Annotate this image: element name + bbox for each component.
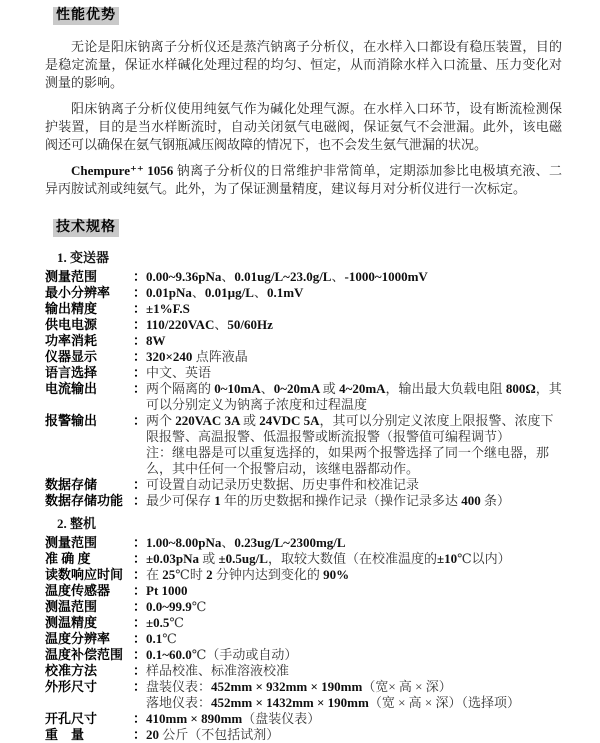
spec-row [45,269,562,285]
spec-value-wrap [146,711,562,727]
spec-row [45,631,562,647]
spec-colon: ： [133,583,147,598]
spec-colon: ： [133,285,147,300]
spec-row [45,599,562,615]
spec-label: 温度分辨率 [45,631,111,646]
spec-colon: ： [133,679,147,694]
spec-row [45,493,562,509]
spec-value: 320×240 点阵液晶 [146,349,248,364]
spec-value: 110/220VAC、50/60Hz [146,317,273,332]
spec-value-wrap [146,317,562,333]
spec-label: 测温范围 [45,599,98,614]
spec-label: 测温精度 [45,615,98,630]
spec-value: 1.00~8.00pNa、0.23ug/L~2300mg/L [146,535,346,550]
spec-label: 温度传感器 [45,583,111,598]
spec-value-wrap [146,679,562,711]
spec-value-wrap [146,663,562,679]
section-title-performance: 性能优势 [53,7,119,25]
spec-label: 校准方法 [45,663,98,678]
spec-label: 外形尺寸 [45,679,98,694]
spec-row [45,711,562,727]
spec-colon: ： [133,647,147,662]
spec-value: Pt 1000 [146,583,188,598]
spec-value-wrap [146,647,562,663]
spec-value-wrap [146,269,562,285]
spec-row [45,317,562,333]
spec-value: 20 公斤（不包括试剂） [146,727,280,742]
spec-row [45,381,562,413]
spec-row [45,413,562,477]
spec-row [45,365,562,381]
spec-label: 供电电源 [45,317,98,332]
spec-label: 输出精度 [45,301,98,316]
spec-colon: ： [133,567,147,582]
spec-label: 语言选择 [45,365,98,380]
spec-row [45,567,562,583]
spec-rows [45,269,562,509]
spec-row [45,301,562,317]
spec-colon: ： [133,349,147,364]
spec-value: 盘装仪表：452mm × 932mm × 190mm（宽× 高 × 深） [146,679,452,694]
spec-value-wrap [146,381,562,413]
spec-value-line2: 落地仪表：452mm × 1432mm × 190mm（宽 × 高 × 深）（选择项） [146,695,520,710]
spec-value: ±0.03pNa 或 ±0.5ug/L，取较大数值（在校准温度的±10℃以内） [146,551,511,566]
spec-value: ±0.5℃ [146,615,184,630]
spec-label: 最小分辨率 [45,285,111,300]
spec-row [45,349,562,365]
spec-colon: ： [133,631,147,646]
spec-value: 0.01pNa、0.01µg/L、0.1mV [146,285,304,300]
spec-value-wrap [146,567,562,583]
spec-group-heading: 1. 变送器 [57,250,110,265]
spec-colon: ： [133,493,147,508]
spec-label: 准 确 度 [45,551,91,566]
spec-value: 0.1℃ [146,631,177,646]
section-title-specs: 技术规格 [53,219,119,237]
spec-label: 仪器显示 [45,349,98,364]
spec-colon: ： [133,535,147,550]
spec-value: 410mm × 890mm（盘装仪表） [146,711,321,726]
spec-rows [45,535,562,743]
spec-value-wrap [146,615,562,631]
spec-label: 电流输出 [45,381,98,396]
spec-note: 注：继电器是可以重复选择的，如果两个报警选择了同一个继电器，那么，其中任何一个报警启动，该继电器都动作。 [146,445,550,476]
spec-label: 功率消耗 [45,333,98,348]
spec-colon: ： [133,663,147,678]
spec-colon: ： [133,615,147,630]
spec-row [45,663,562,679]
spec-value-wrap [146,599,562,615]
spec-value: 0.1~60.0℃（手动或自动） [146,647,298,662]
spec-value: 最少可保存 1 年的历史数据和操作记录（操作记录多达 400 条） [146,493,511,508]
spec-row [45,285,562,301]
spec-row [45,679,562,711]
spec-value-wrap [146,285,562,301]
spec-label: 重 量 [45,727,85,742]
spec-value: 中文、英语 [146,365,212,380]
paragraph-stabilizer: 无论是阳床钠离子分析仪还是蒸汽钠离子分析仪，在水样入口都设有稳压装置，目的是稳定流量，保证水样碱化处理过程的均匀、恒定，从而消除水样入口流量、压力变化对测量的影响。 [45,39,562,90]
spec-colon: ： [133,727,147,742]
spec-colon: ： [133,711,147,726]
spec-row [45,333,562,349]
spec-colon: ： [133,599,147,614]
spec-row [45,583,562,599]
spec-value-wrap [146,413,562,477]
spec-colon: ： [133,269,147,284]
paragraph-maintenance: Chempure⁺⁺ 1056 钠离子分析仪的日常维护非常简单，定期添加参比电极填充液、二异丙胺试剂或纯氨气。此外，为了保证测量精度，建议每月对分析仪进行一次标定。 [45,163,562,196]
spec-value: 两个 220VAC 3A 或 24VDC 5A，其可以分别定义浓度上限报警、浓度下限报警、高温报警、低温报警或断流报警（报警值可编程调节） [146,413,554,444]
spec-colon: ： [133,381,147,396]
spec-colon: ： [133,317,147,332]
spec-value-wrap [146,333,562,349]
spec-value-wrap [146,477,562,493]
spec-label: 测量范围 [45,269,98,284]
spec-value: 样品校准、标准溶液校准 [146,663,290,678]
spec-value-wrap [146,631,562,647]
spec-value-wrap [146,365,562,381]
spec-value-wrap [146,349,562,365]
spec-group-heading: 2. 整机 [57,516,97,531]
spec-row [45,551,562,567]
spec-row [45,477,562,493]
spec-value: 0.0~99.9℃ [146,599,207,614]
spec-row [45,727,562,743]
spec-label: 测量范围 [45,535,98,550]
spec-colon: ： [133,333,147,348]
spec-colon: ： [133,477,147,492]
spec-label: 开孔尺寸 [45,711,98,726]
spec-label: 数据存储功能 [45,493,124,508]
spec-value-wrap [146,535,562,551]
paragraph-ammonia-valve: 阳床钠离子分析仪使用纯氨气作为碱化处理气源。在水样入口环节，设有断流检测保护装置，目的是当水样断流时，自动关闭氨气电磁阀，保证氨气不会泄漏。此外，该电磁阀还可以确保在氨气钢瓶减压阀故障的情况下，也不会发生氨气泄漏的状况。 [45,101,562,152]
spec-row [45,647,562,663]
spec-value: 在 25℃时 2 分钟内达到变化的 90% [146,567,350,582]
spec-value-wrap [146,493,562,509]
spec-label: 报警输出 [45,413,98,428]
spec-colon: ： [133,551,147,566]
spec-value-wrap [146,551,562,567]
spec-row [45,615,562,631]
spec-value-wrap [146,583,562,599]
spec-value-wrap [146,301,562,317]
spec-colon: ： [133,413,147,428]
spec-value: ±1%F.S [146,301,190,316]
spec-colon: ： [133,301,147,316]
spec-value-wrap [146,727,562,743]
spec-value: 两个隔离的 0~10mA、0~20mA 或 4~20mA，输出最大负载电阻 800Ω，其可以分别定义为钠离子浓度和过程温度 [146,381,562,412]
spec-groups [45,250,562,743]
spec-label: 读数响应时间 [45,567,124,582]
spec-value: 可设置自动记录历史数据、历史事件和校准记录 [146,477,420,492]
spec-label: 数据存储 [45,477,98,492]
spec-value: 0.00~9.36pNa、0.01ug/L~23.0g/L、-1000~1000mV [146,269,428,284]
spec-row [45,535,562,551]
spec-label: 温度补偿范围 [45,647,124,662]
spec-colon: ： [133,365,147,380]
spec-value: 8W [146,333,166,348]
